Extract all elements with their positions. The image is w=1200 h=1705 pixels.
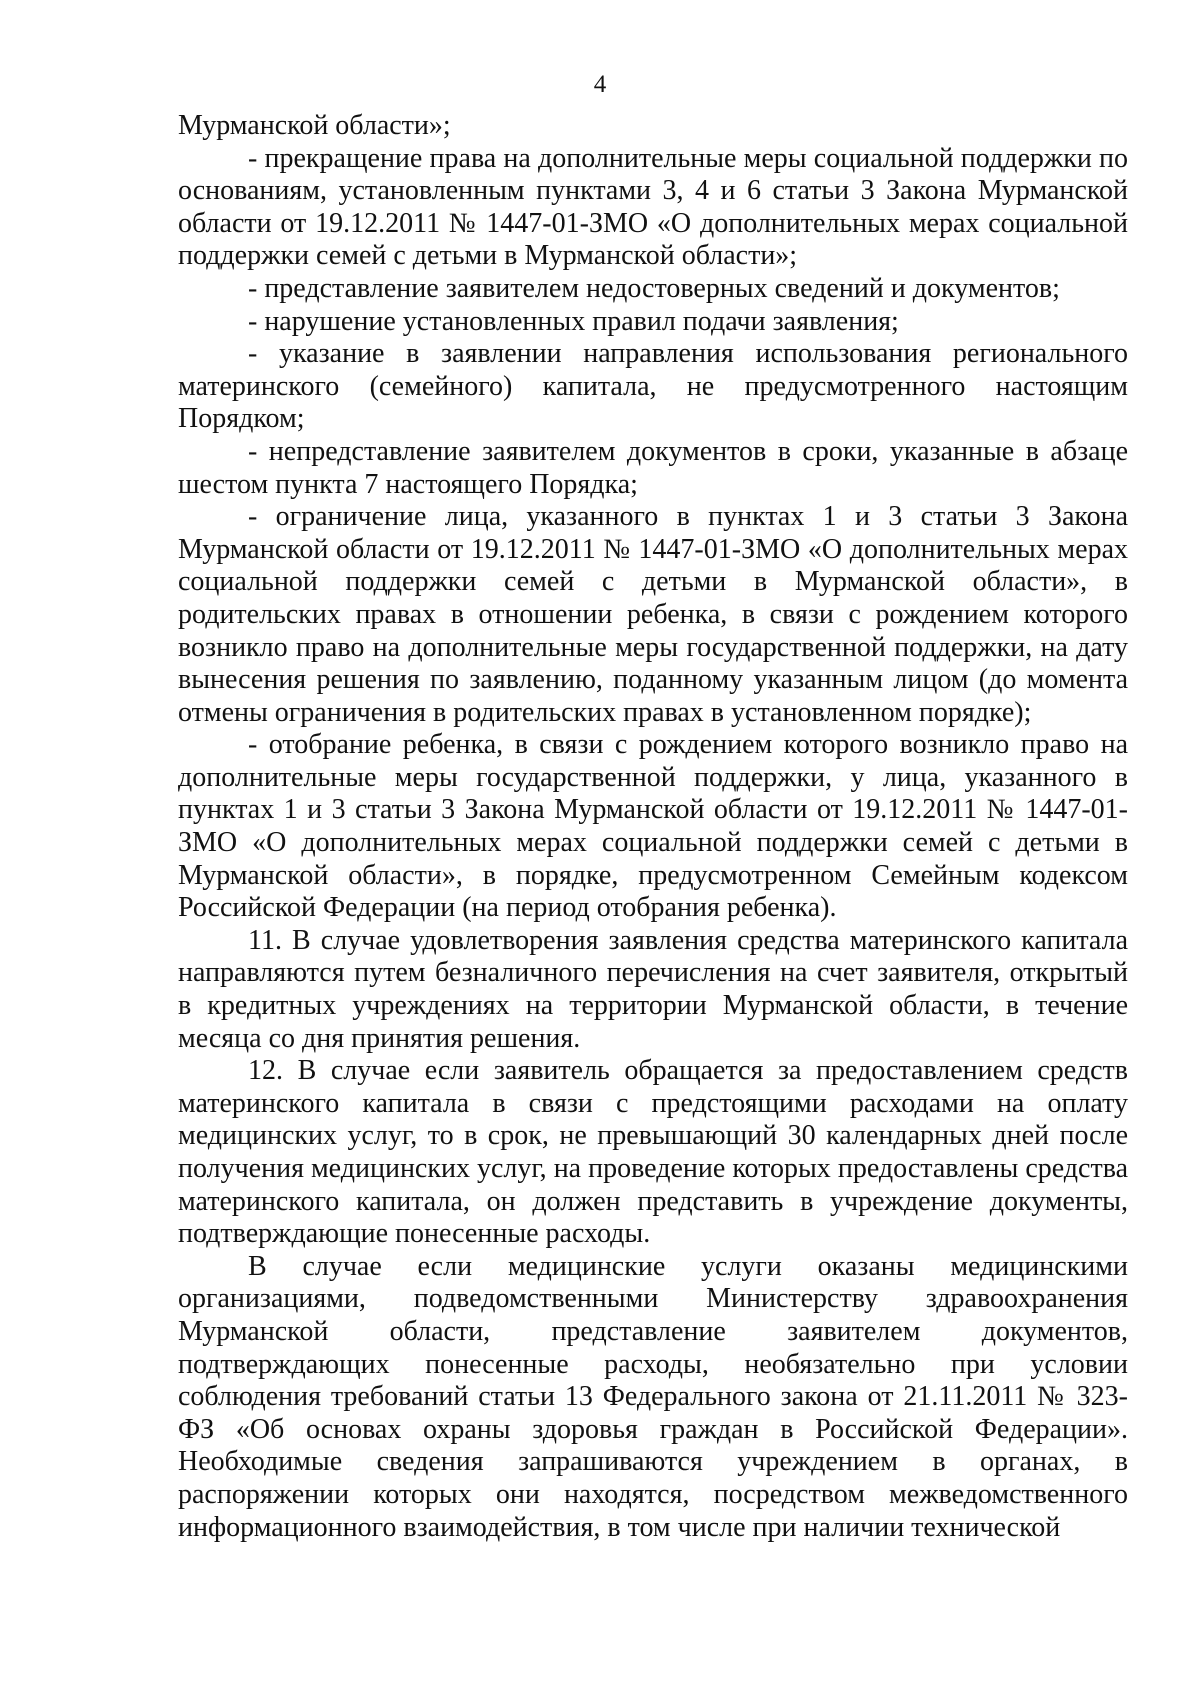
paragraph-child-removal: - отобрание ребенка, в связи с рождением которого возникло право на дополнительные меры государственной поддержки, у лица, указанного в пунктах 1 и 3 статьи 3 Закона Мурманской области от 19.12.2011 № 1447-01-ЗМО «О дополнительных мерах социальной поддержки семей с детьми в Мурманской области», в порядке, предусмотренном Семейным кодексом Российской Федерации (на период отобрания ребенка). — [178, 729, 1128, 924]
paragraph-clause-12: 12. В случае если заявитель обращается за предоставлением средств материнского капитала в связи с предстоящими расходами на оплату медицинских услуг, то в срок, не превышающий 30 календарных дней после получения медицинских услуг, на проведение которых предоставлены средства материнского капитала, он должен представить в учреждение документы, подтверждающие понесенные расходы. — [178, 1055, 1128, 1250]
paragraph-filing-rules-violation: - нарушение установленных правил подачи заявления; — [248, 305, 899, 337]
page-number: 4 — [593, 71, 607, 98]
paragraph-unlisted-direction: - указание в заявлении направления использования регионального материнского (семейного) капитала, не предусмотренного настоящим Порядком; — [178, 338, 1128, 435]
paragraph-termination-of-rights: - прекращение права на дополнительные меры социальной поддержки по основаниям, установленным пунктами 3, 4 и 6 статьи 3 Закона Мурманской области от 19.12.2011 № 1447-01-ЗМО «О дополнительных мерах социальной поддержки семей с детьми в Мурманской области»; — [178, 142, 1128, 272]
paragraph-parental-rights-restriction: - ограничение лица, указанного в пунктах 1 и 3 статьи 3 Закона Мурманской области от 19.12.2011 № 1447-01-ЗМО «О дополнительных мерах социальной поддержки семей с детьми в Мурманской области», в родительских правах в отношении ребенка, в связи с рождением которого возникло право на дополнительные меры государственной поддержки, на дату вынесения решения по заявлению, поданному указанным лицом (до момента отмены ограничения в родительских правах в установленном порядке); — [178, 501, 1128, 728]
paragraph-medical-organizations: В случае если медицинские услуги оказаны медицинскими организациями, подведомственными Министерству здравоохранения Мурманской области, представление заявителем документов, подтверждающих понесенные расходы, необязательно при условии соблюдения требований статьи 13 Федерального закона от 21.11.2011 № 323-ФЗ «Об основах охраны здоровья граждан в Российской Федерации». Необходимые сведения запрашиваются учреждением в органах, в распоряжении которых они находятся, посредством межведомственного информационного взаимодействия, в том числе при наличии технической — [178, 1250, 1128, 1543]
paragraph-false-information: - представление заявителем недостоверных сведений и документов; — [248, 272, 1060, 304]
paragraph-clause-11: 11. В случае удовлетворения заявления средства материнского капитала направляются путем безналичного перечисления на счет заявителя, открытый в кредитных учреждениях на территории Мурманской области, в течение месяца со дня принятия решения. — [178, 924, 1128, 1054]
paragraph-continuation: Мурманской области»; — [178, 110, 451, 141]
paragraph-late-documents: - непредставление заявителем документов в сроки, указанные в абзаце шестом пункта 7 настоящего Порядка; — [178, 435, 1128, 500]
document-body — [178, 110, 1128, 1544]
